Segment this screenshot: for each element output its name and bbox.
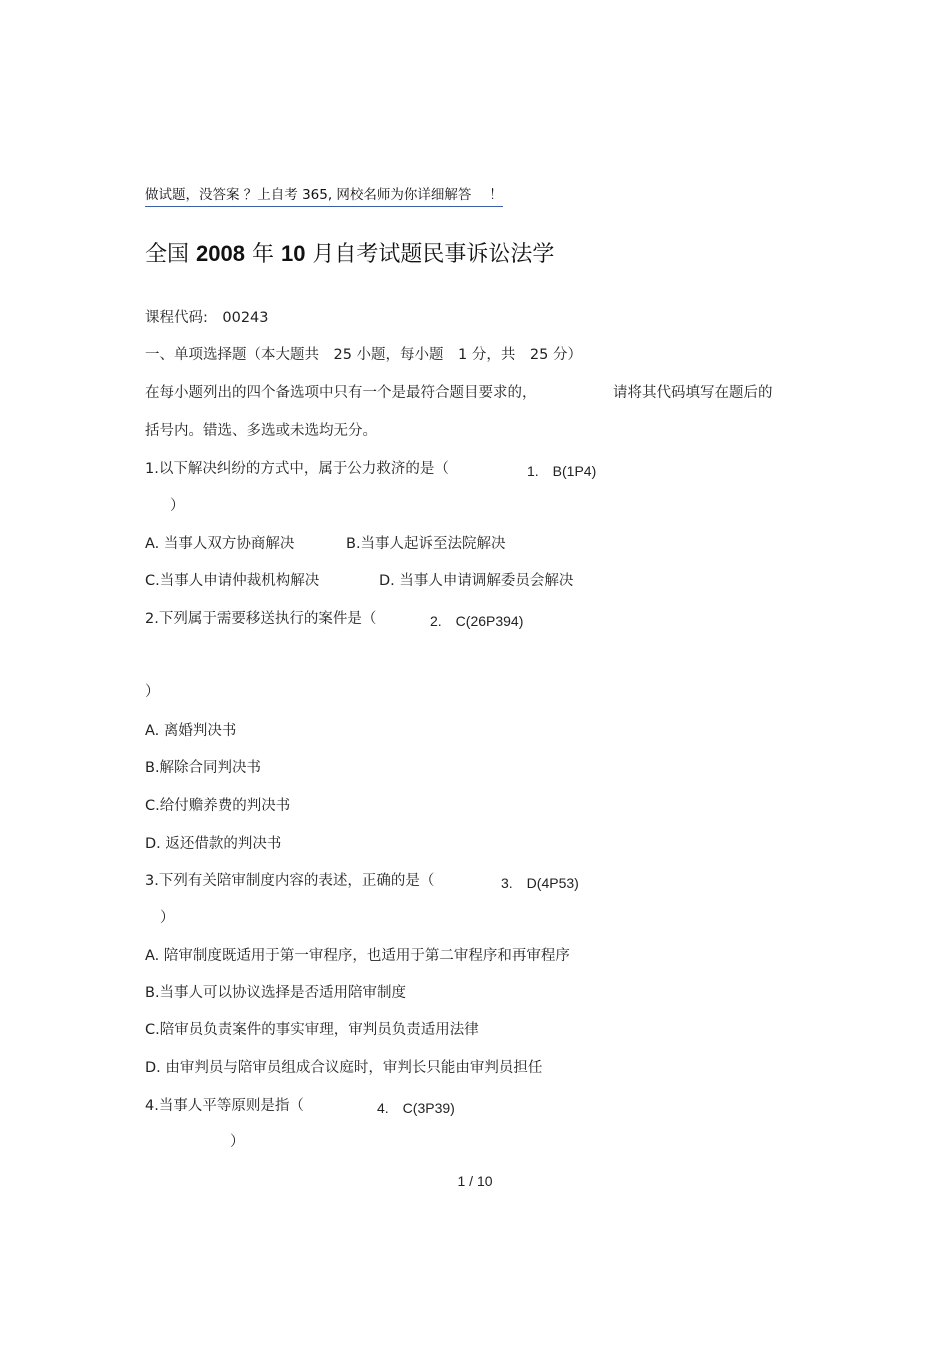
- question-3-close: ）: [160, 910, 175, 926]
- question-1-option-b: B.当事人起诉至法院解决: [346, 536, 506, 552]
- question-1-option-a: A. 当事人双方协商解决: [145, 536, 295, 552]
- question-1-close: ）: [170, 498, 185, 514]
- question-4-stem: 4.当事人平等原则是指（: [145, 1098, 304, 1114]
- section-heading: 一、单项选择题（本大题共 25 小题，每小题 1 分，共 25 分）: [145, 347, 582, 363]
- question-2-stem: 2.下列属于需要移送执行的案件是（: [145, 611, 377, 627]
- instruction-line-2: 括号内。错选、多选或未选均无分。: [145, 423, 377, 439]
- question-4-close: ）: [230, 1134, 245, 1150]
- page-number: 1 / 10: [457, 1173, 493, 1189]
- question-2-option-a: A. 离婚判决书: [145, 723, 237, 739]
- question-3-stem: 3.下列有关陪审制度内容的表述，正确的是（: [145, 873, 435, 889]
- promo-header-link[interactable]: 做试题，没答案 ？上自考 365, 网校名师为你详细解答 ！: [145, 186, 503, 207]
- title-suffix: 月自考试题民事诉讼法学: [305, 242, 555, 267]
- question-1-stem: 1.以下解决纠纷的方式中，属于公力救济的是（: [145, 461, 449, 477]
- question-3-answer: 3. D(4P53): [501, 875, 579, 891]
- instruction-line-1a: 在每小题列出的四个备选项中只有一个是最符合题目要求的，: [145, 385, 537, 401]
- question-3-option-d: D. 由审判员与陪审员组成合议庭时，审判长只能由审判员担任: [145, 1060, 543, 1076]
- question-2-answer: 2. C(26P394): [430, 613, 524, 629]
- question-2-option-c: C.给付赡养费的判决书: [145, 798, 291, 814]
- question-1-answer: 1. B(1P4): [527, 463, 597, 479]
- course-code: 课程代码: 00243: [145, 310, 269, 326]
- question-3-option-b: B.当事人可以协议选择是否适用陪审制度: [145, 985, 407, 1001]
- instruction-line-1b: 请将其代码填写在题后的: [613, 385, 773, 401]
- question-3-option-a: A. 陪审制度既适用于第一审程序，也适用于第二审程序和再审程序: [145, 948, 570, 964]
- title-year: 2008: [196, 241, 245, 266]
- question-2-option-d: D. 返还借款的判决书: [145, 836, 282, 852]
- title-month: 10: [280, 241, 306, 266]
- exam-title: [145, 240, 554, 269]
- question-1-option-d: D. 当事人申请调解委员会解决: [379, 573, 574, 589]
- question-2-close: ）: [145, 684, 160, 700]
- question-2-option-b: B.解除合同判决书: [145, 760, 262, 776]
- question-3-option-c: C.陪审员负责案件的事实审理，审判员负责适用法律: [145, 1022, 479, 1038]
- title-mid: 年: [244, 242, 281, 267]
- title-prefix: 全国: [145, 242, 196, 267]
- question-1-option-c: C.当事人申请仲裁机构解决: [145, 573, 320, 589]
- question-4-answer: 4. C(3P39): [377, 1100, 455, 1116]
